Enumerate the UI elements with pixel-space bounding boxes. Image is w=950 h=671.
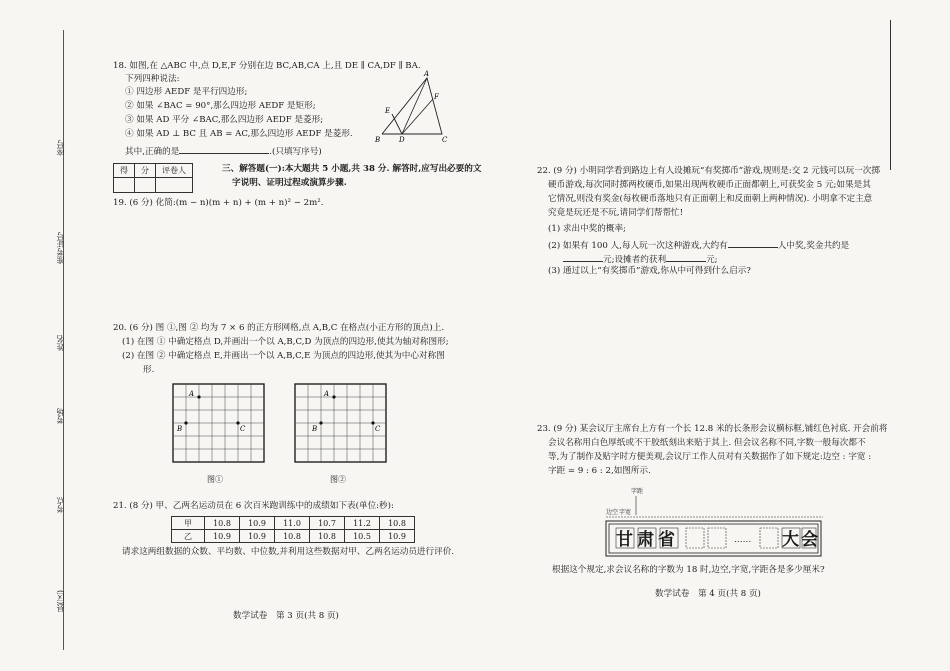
q20-grid-1 <box>173 384 267 466</box>
q23-line-3: 等,为了制作及贴字时方便美观,会议厅工作人员对有关数据作了如下规定:边空 : 字宽 : <box>548 452 872 462</box>
fig-label-zi-ju: 字距 <box>631 488 644 495</box>
q23-line-4: 字距 = 9 : 6 : 2,如图所示. <box>548 466 651 476</box>
binding-label-room: 考场 <box>56 408 65 424</box>
banner-char: 会 <box>801 530 820 550</box>
binding-label-ticket: 准考证号 <box>56 232 65 264</box>
section3-title-2: 字说明、证明过程或演算步骤. <box>232 178 347 188</box>
q20-caption-1: 图① <box>207 475 223 484</box>
footer-page-4: 数学试卷 第 4 页(共 8 页) <box>655 589 761 599</box>
q18-answer-blank[interactable] <box>179 144 269 154</box>
q18-answer-prefix: 其中,正确的是 <box>125 147 180 157</box>
q23-banner-chars-right <box>782 531 820 549</box>
cell: 10.5 <box>345 530 380 543</box>
q18-stem: 18. 如图,在 △ABC 中,点 D,E,F 分别在边 BC,AB,CA 上,且 DE ∥ CA,DF ∥ BA. <box>113 61 421 71</box>
fig-label-b: B <box>375 136 381 144</box>
q22-sub-2-text: (2) 如果有 100 人,每人玩一次这种游戏,大约有 <box>548 241 728 251</box>
q23-banner-chars-left <box>616 531 679 549</box>
fig-label-e: E <box>385 107 391 115</box>
q22-line-2: 硬币游戏,每次同时掷两枚硬币,如果出现两枚硬币正面都朝上,可获奖金 5 元;如果是其 <box>548 180 871 190</box>
cell: 11.2 <box>345 517 380 530</box>
q18-option-1: ① 四边形 AEDF 是平行四边形; <box>125 87 248 97</box>
banner-char: 省 <box>658 530 679 550</box>
banner-char: 大 <box>782 530 801 550</box>
fig-label-d: D <box>399 136 405 144</box>
binding-label-site: 考点 <box>56 497 65 513</box>
score-box-grader-cell[interactable] <box>156 178 193 193</box>
q22-prize-blank[interactable] <box>563 252 603 262</box>
q22-sub-2-text-c: 元;设摊者约获利 <box>603 255 667 265</box>
page-edge-line <box>890 20 891 170</box>
fig-label-f: F <box>434 93 439 101</box>
cell: 10.8 <box>380 517 415 530</box>
fig-label-zi-kuan: 字宽 <box>619 509 632 516</box>
q22-sub-2 <box>548 238 849 252</box>
q20-part2: (2) 在图 ② 中确定格点 E,并画出一个以 A,B,C,E 为顶点的四边形,使其为中心对称图 <box>122 351 445 361</box>
q23-banner-dots: …… <box>734 535 752 545</box>
score-box-score-cell[interactable] <box>114 178 135 193</box>
cell: 10.9 <box>205 530 240 543</box>
binding-label-name: 姓名 <box>56 335 65 351</box>
footer-page-3: 数学试卷 第 3 页(共 8 页) <box>233 611 339 621</box>
q20-part2-cont: 形. <box>143 365 155 375</box>
q18-option-4: ④ 如果 AD ⊥ BC 且 AB = AC,那么四边形 AEDF 是菱形. <box>125 129 353 139</box>
q20-grid-2 <box>295 384 389 466</box>
grid2-label-a: A <box>324 390 330 398</box>
fig-label-c: C <box>442 136 448 144</box>
grid2-label-b: B <box>312 425 318 433</box>
q22-sub-2-cont <box>563 252 718 266</box>
q21-score-table <box>171 516 415 543</box>
grid1-label-c: C <box>240 425 246 433</box>
q22-line-1: 22. (9 分) 小明同学看到路边上有人设摊玩“有奖掷币”游戏,规则是:交 2 元钱可以玩一次掷 <box>537 166 880 176</box>
q19-stem: 19. (6 分) 化简:(m − n)(m + n) + (m + n)² − 2m². <box>113 198 324 208</box>
table-row <box>172 517 415 530</box>
score-box-de: 得 <box>114 164 135 178</box>
q22-winners-blank[interactable] <box>728 238 778 248</box>
grid2-label-c: C <box>375 425 381 433</box>
q23-line-2: 会议名称用白色厚纸或不干胶纸刻出来贴于其上. 但会议名称不同,字数一般每次都不 <box>548 438 866 448</box>
table-row <box>172 530 415 543</box>
q23-question: 根据这个规定,求会议名称的字数为 18 时,边空,字宽,字距各是多少厘米? <box>552 565 825 575</box>
q22-line-3: 它情况,则没有奖金(每枚硬币落地只有正面朝上和反面朝上两种情况). 小明拿不定主意 <box>548 194 873 204</box>
q18-answer-line <box>125 144 322 158</box>
score-box <box>113 163 193 193</box>
q22-sub-2-text-b: 人中奖,奖金共约是 <box>777 241 850 251</box>
row-name: 甲 <box>172 517 205 530</box>
row-name: 乙 <box>172 530 205 543</box>
q23-banner-figure <box>603 493 828 565</box>
fig-label-bian-kong: 边空 <box>606 509 619 516</box>
grid1-label-a: A <box>189 390 195 398</box>
banner-char: 甘 <box>616 530 637 550</box>
cell: 10.9 <box>380 530 415 543</box>
q18-triangle-figure <box>370 72 460 144</box>
grid1-label-b: B <box>177 425 183 433</box>
cell: 10.8 <box>205 517 240 530</box>
q22-sub-1: (1) 求出中奖的概率; <box>548 224 626 234</box>
score-box-grader: 评卷人 <box>156 164 193 178</box>
banner-char: 肃 <box>637 530 658 550</box>
q18-answer-suffix: .(只填写序号) <box>269 147 322 157</box>
cell: 10.8 <box>310 530 345 543</box>
q18-lead: 下列四种说法: <box>125 74 180 84</box>
q22-sub-2-text-d: 元; <box>706 255 718 265</box>
q20-stem: 20. (6 分) 图 ①,图 ② 均为 7 × 6 的正方形网格,点 A,B,C 在格点(小正方形的顶点)上. <box>113 323 445 333</box>
q22-profit-blank[interactable] <box>666 252 706 262</box>
binding-label-county: 县(区) <box>56 590 65 613</box>
score-box-score-cell-2[interactable] <box>135 178 156 193</box>
q21-question: 请求这两组数据的众数、平均数、中位数,并利用这些数据对甲、乙两名运动员进行评价. <box>122 547 455 557</box>
q22-sub-3: (3) 通过以上“有奖掷币”游戏,你从中可得到什么启示? <box>548 266 751 276</box>
cell: 10.9 <box>240 530 275 543</box>
binding-label-seat: 座号 <box>56 140 65 156</box>
cell: 10.7 <box>310 517 345 530</box>
section3-title: 三、解答题(一):本大题共 5 小题,共 38 分. 解答时,应写出必要的文 <box>222 164 482 174</box>
q21-stem: 21. (8 分) 甲、乙两名运动员在 6 次百米跑训练中的成绩如下表(单位:秒): <box>113 501 394 511</box>
q18-option-2: ② 如果 ∠BAC = 90°,那么四边形 AEDF 是矩形; <box>125 101 316 111</box>
q22-line-4: 究竟是玩还是不玩,请同学们帮帮忙! <box>548 208 684 218</box>
cell: 10.8 <box>275 530 310 543</box>
cell: 10.9 <box>240 517 275 530</box>
q18-option-3: ③ 如果 AD 平分 ∠BAC,那么四边形 AEDF 是菱形; <box>125 115 324 125</box>
score-box-fen: 分 <box>135 164 156 178</box>
q20-caption-2: 图② <box>330 475 346 484</box>
q20-part1: (1) 在图 ① 中确定格点 D,并画出一个以 A,B,C,D 为顶点的四边形,使其为轴对称图形; <box>122 337 449 347</box>
cell: 11.0 <box>275 517 310 530</box>
fig-label-a: A <box>424 70 430 78</box>
q23-line-1: 23. (9 分) 某会议厅主席台上方有一个长 12.8 米的长条形会议横标框,铺红色衬底. 开会前将 <box>537 424 888 434</box>
